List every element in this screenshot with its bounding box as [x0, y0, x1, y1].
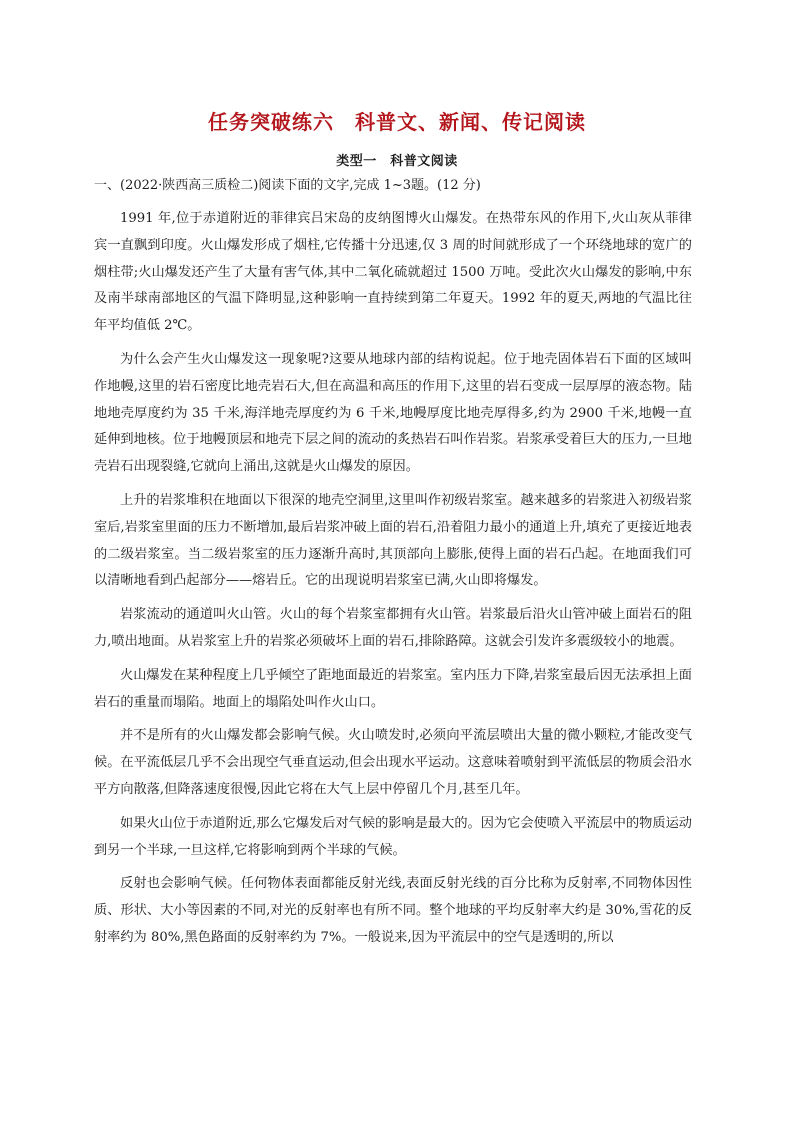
question-prompt: 一、(2022·陕西高三质检二)阅读下面的文字,完成 1~3题。(12 分) [94, 178, 481, 193]
paragraph: 1991 年,位于赤道附近的菲律宾吕宋岛的皮纳图博火山爆发。在热带东风的作用下,火山灰从菲律宾一直飘到印度。火山爆发形成了烟柱,它传播十分迅速,仅 3 周的时间就形成了一个环绕地球的宽广的烟柱带;火山爆发还产生了大量有害气体,其中二氧化硫就超过 1500 万吨。受此次火山爆发的影响,中东及南半球南部地区的气温下降明显,这种影响一直持续到第二年夏天。1992 年的夏天,两地的气温比往年平均值低 2℃。 [94, 211, 692, 334]
section-subtitle: 类型一 科普文阅读 [336, 154, 458, 169]
paragraph: 为什么会产生火山爆发这一现象呢?这要从地球内部的结构说起。位于地壳固体岩石下面的区域叫作地幔,这里的岩石密度比地壳岩石大,但在高温和高压的作用下,这里的岩石变成一层厚厚的液态物。陆地地壳厚度约为 35 千米,海洋地壳厚度约为 6 千米,地幔厚度比地壳厚得多,约为 2900 千米,地幔一直延伸到地核。位于地幔顶层和地壳下层之间的流动的炙热岩石叫作岩浆。岩浆承受着巨大的压力,一旦地壳岩石出现裂缝,它就向上涌出,这就是火山爆发的原因。 [94, 351, 692, 475]
document-title: 任务突破练六 科普文、新闻、传记阅读 [208, 110, 586, 134]
paragraph: 岩浆流动的通道叫火山管。火山的每个岩浆室都拥有火山管。岩浆最后沿火山管冲破上面岩石的阻力,喷出地面。从岩浆室上升的岩浆必须破坏上面的岩石,排除路障。这就会引发许多震级较小的地震。 [94, 607, 692, 649]
paragraph: 上升的岩浆堆积在地面以下很深的地壳空洞里,这里叫作初级岩浆室。越来越多的岩浆进入初级岩浆室后,岩浆室里面的压力不断增加,最后岩浆冲破上面的岩石,沿着阻力最小的通道上升,填充了更接近地表的二级岩浆室。当二级岩浆室的压力逐渐升高时,其顶部向上膨胀,使得上面的岩石凸起。在地面我们可以清晰地看到凸起部分——熔岩丘。它的出现说明岩浆室已满,火山即将爆发。 [94, 492, 692, 589]
article-body [94, 206, 692, 959]
paragraph: 如果火山位于赤道附近,那么它爆发后对气候的影响是最大的。因为它会使喷入平流层中的物质运动到另一个半球,一旦这样,它将影响到两个半球的气候。 [94, 815, 692, 858]
paragraph: 反射也会影响气候。任何物体表面都能反射光线,表面反射光线的百分比称为反射率,不同物体因性质、形状、大小等因素的不同,对光的反射率也有所不同。整个地球的平均反射率大约是 30%,雪花的反射率约为 80%,黑色路面的反射率约为 7%。一般说来,因为平流层中的空气是透明的,所以 [94, 876, 692, 945]
paragraph: 火山爆发在某种程度上几乎倾空了距地面最近的岩浆室。室内压力下降,岩浆室最后因无法承担上面岩石的重量而塌陷。地面上的塌陷处叫作火山口。 [94, 667, 692, 710]
paragraph: 并不是所有的火山爆发都会影响气候。火山喷发时,必须向平流层喷出大量的微小颗粒,才能改变气候。在平流低层几乎不会出现空气垂直运动,但会出现水平运动。这意味着喷射到平流低层的物质会沿水平方向散落,但降落速度很慢,因此它将在大气上层中停留几个月,甚至几年。 [94, 728, 692, 797]
